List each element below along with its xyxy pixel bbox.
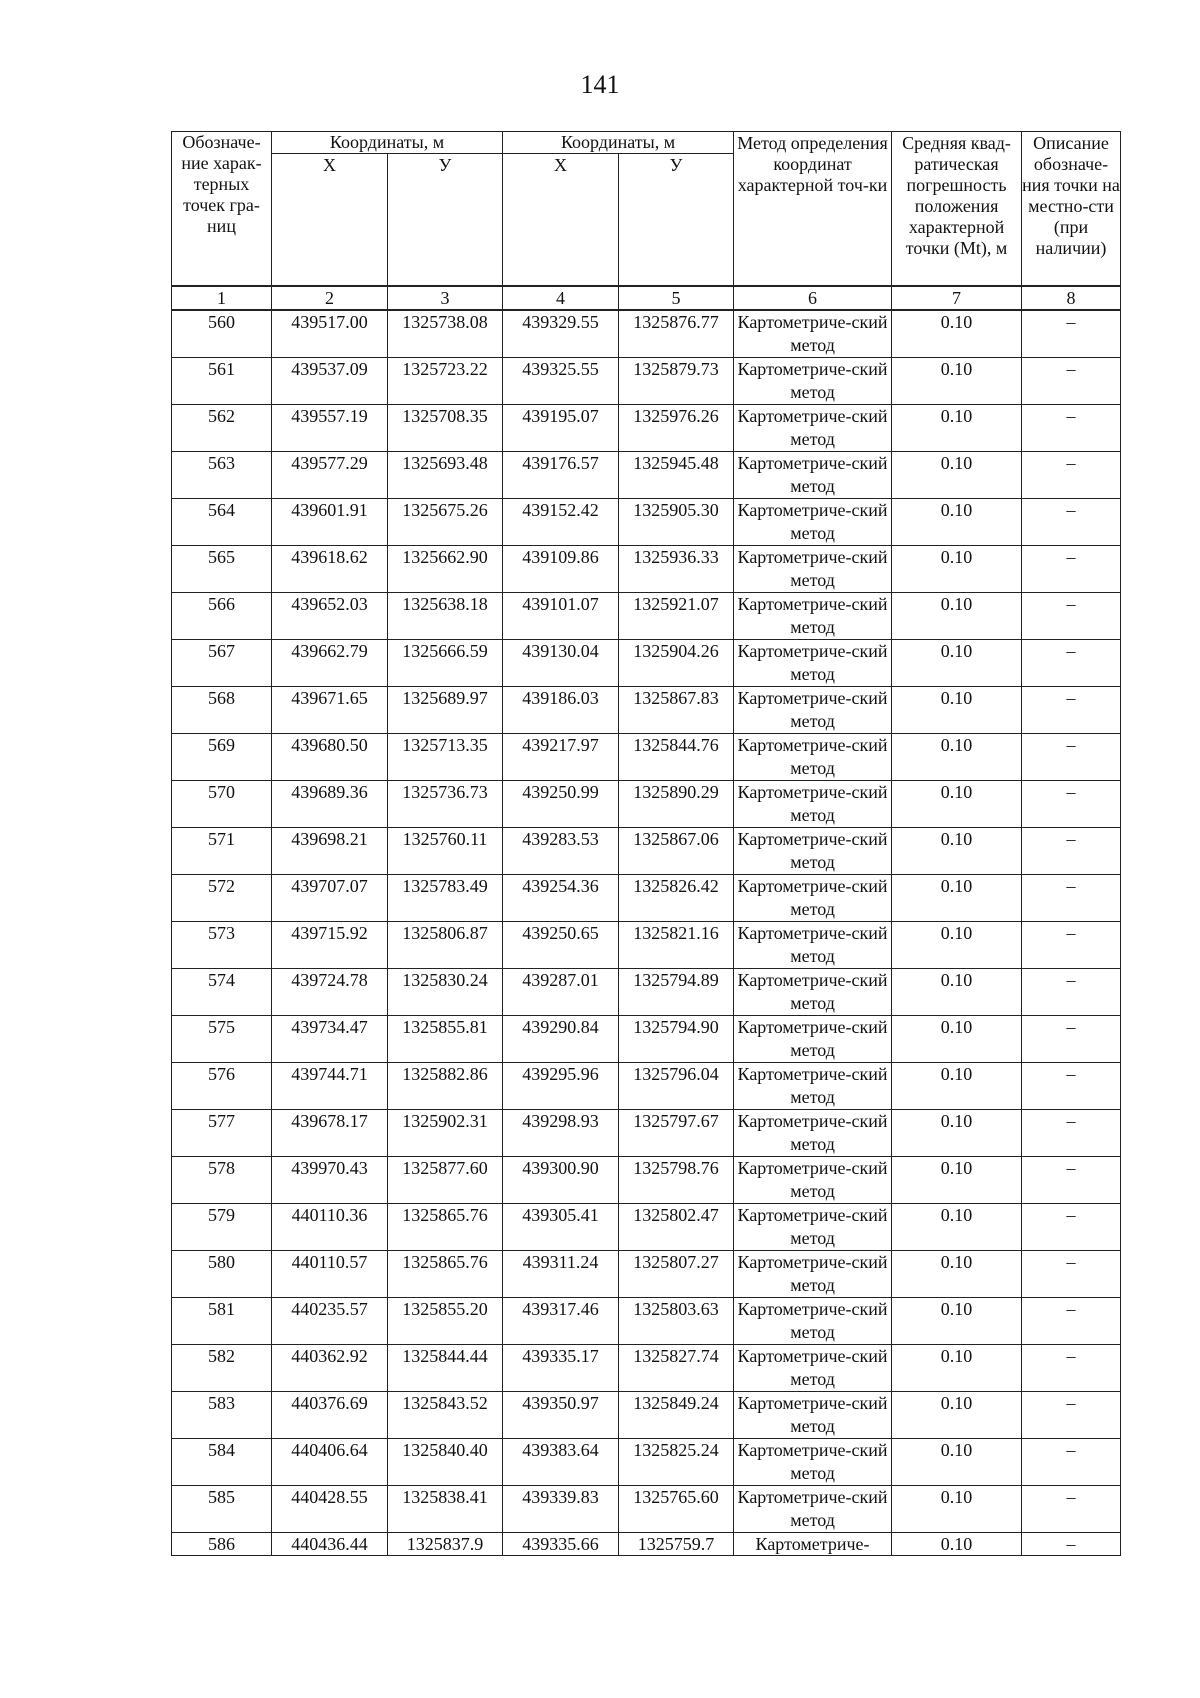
column-number: 7 xyxy=(892,286,1022,310)
cell-point-id: 562 xyxy=(172,405,272,452)
cell-method: Картометриче-ский метод xyxy=(734,1392,892,1439)
cell-y2: 1325890.29 xyxy=(619,781,734,828)
table-row xyxy=(172,593,1121,640)
cell-error: 0.10 xyxy=(892,1204,1022,1251)
cell-x1: 439707.07 xyxy=(272,875,388,922)
cell-x2: 439287.01 xyxy=(503,969,619,1016)
table-row xyxy=(172,828,1121,875)
cell-x2: 439335.66 xyxy=(503,1533,619,1556)
cell-description: – xyxy=(1022,640,1121,687)
cell-y2: 1325827.74 xyxy=(619,1345,734,1392)
cell-method: Картометриче-ский метод xyxy=(734,358,892,405)
cell-x1: 439652.03 xyxy=(272,593,388,640)
cell-y1: 1325806.87 xyxy=(388,922,503,969)
cell-x2: 439317.46 xyxy=(503,1298,619,1345)
cell-point-id: 579 xyxy=(172,1204,272,1251)
table-row xyxy=(172,405,1121,452)
cell-y1: 1325662.90 xyxy=(388,546,503,593)
cell-y1: 1325838.41 xyxy=(388,1486,503,1533)
cell-description: – xyxy=(1022,310,1121,358)
cell-method: Картометриче-ский метод xyxy=(734,781,892,828)
cell-point-id: 567 xyxy=(172,640,272,687)
cell-x2: 439109.86 xyxy=(503,546,619,593)
cell-y1: 1325855.81 xyxy=(388,1016,503,1063)
cell-y1: 1325760.11 xyxy=(388,828,503,875)
header-coordinates-1: Координаты, м xyxy=(272,132,503,154)
cell-y2: 1325905.30 xyxy=(619,499,734,546)
cell-x2: 439300.90 xyxy=(503,1157,619,1204)
cell-y2: 1325945.48 xyxy=(619,452,734,499)
cell-x1: 439724.78 xyxy=(272,969,388,1016)
cell-method: Картометриче-ский метод xyxy=(734,1486,892,1533)
cell-error: 0.10 xyxy=(892,546,1022,593)
cell-y2: 1325794.90 xyxy=(619,1016,734,1063)
cell-x2: 439101.07 xyxy=(503,593,619,640)
table-row xyxy=(172,734,1121,781)
cell-y2: 1325794.89 xyxy=(619,969,734,1016)
cell-x2: 439311.24 xyxy=(503,1251,619,1298)
cell-error: 0.10 xyxy=(892,1110,1022,1157)
cell-method: Картометриче- xyxy=(734,1533,892,1556)
cell-y1: 1325736.73 xyxy=(388,781,503,828)
table-row xyxy=(172,1251,1121,1298)
cell-description: – xyxy=(1022,1204,1121,1251)
cell-x1: 440235.57 xyxy=(272,1298,388,1345)
cell-x2: 439152.42 xyxy=(503,499,619,546)
cell-y2: 1325803.63 xyxy=(619,1298,734,1345)
cell-description: – xyxy=(1022,1533,1121,1556)
cell-y2: 1325759.7 xyxy=(619,1533,734,1556)
cell-description: – xyxy=(1022,1063,1121,1110)
cell-method: Картометриче-ский метод xyxy=(734,1110,892,1157)
cell-y1: 1325877.60 xyxy=(388,1157,503,1204)
cell-description: – xyxy=(1022,593,1121,640)
cell-description: – xyxy=(1022,452,1121,499)
cell-point-id: 583 xyxy=(172,1392,272,1439)
table-row xyxy=(172,546,1121,593)
header-description: Описание обозначе-ния точки на местно-сти (при наличии) xyxy=(1022,132,1121,287)
cell-error: 0.10 xyxy=(892,1533,1022,1556)
table-row xyxy=(172,1486,1121,1533)
cell-x1: 439734.47 xyxy=(272,1016,388,1063)
cell-description: – xyxy=(1022,734,1121,781)
table-row xyxy=(172,1392,1121,1439)
column-number: 6 xyxy=(734,286,892,310)
table-row xyxy=(172,499,1121,546)
cell-y2: 1325826.42 xyxy=(619,875,734,922)
header-y-1: У xyxy=(388,154,503,287)
cell-method: Картометриче-ский метод xyxy=(734,734,892,781)
cell-x2: 439186.03 xyxy=(503,687,619,734)
cell-y1: 1325902.31 xyxy=(388,1110,503,1157)
header-coordinates-2: Координаты, м xyxy=(503,132,734,154)
cell-method: Картометриче-ский метод xyxy=(734,1016,892,1063)
cell-point-id: 560 xyxy=(172,310,272,358)
cell-method: Картометриче-ский метод xyxy=(734,828,892,875)
cell-error: 0.10 xyxy=(892,1063,1022,1110)
cell-description: – xyxy=(1022,1345,1121,1392)
cell-x1: 439662.79 xyxy=(272,640,388,687)
table-row xyxy=(172,1063,1121,1110)
cell-y2: 1325802.47 xyxy=(619,1204,734,1251)
cell-error: 0.10 xyxy=(892,1016,1022,1063)
table-row xyxy=(172,1110,1121,1157)
table-row xyxy=(172,1439,1121,1486)
cell-y2: 1325867.83 xyxy=(619,687,734,734)
cell-description: – xyxy=(1022,1110,1121,1157)
cell-y1: 1325855.20 xyxy=(388,1298,503,1345)
cell-y1: 1325837.9 xyxy=(388,1533,503,1556)
cell-y1: 1325865.76 xyxy=(388,1251,503,1298)
cell-method: Картометриче-ский метод xyxy=(734,593,892,640)
cell-x1: 440362.92 xyxy=(272,1345,388,1392)
cell-y1: 1325666.59 xyxy=(388,640,503,687)
cell-error: 0.10 xyxy=(892,358,1022,405)
cell-x1: 440436.44 xyxy=(272,1533,388,1556)
cell-description: – xyxy=(1022,922,1121,969)
cell-error: 0.10 xyxy=(892,1439,1022,1486)
cell-point-id: 574 xyxy=(172,969,272,1016)
cell-y1: 1325708.35 xyxy=(388,405,503,452)
cell-point-id: 569 xyxy=(172,734,272,781)
cell-point-id: 565 xyxy=(172,546,272,593)
cell-method: Картометриче-ский метод xyxy=(734,1345,892,1392)
cell-error: 0.10 xyxy=(892,310,1022,358)
cell-x2: 439339.83 xyxy=(503,1486,619,1533)
cell-x2: 439176.57 xyxy=(503,452,619,499)
cell-y1: 1325738.08 xyxy=(388,310,503,358)
cell-x1: 439618.62 xyxy=(272,546,388,593)
cell-method: Картометриче-ский метод xyxy=(734,922,892,969)
cell-description: – xyxy=(1022,358,1121,405)
header-y-2: У xyxy=(619,154,734,287)
table-row xyxy=(172,922,1121,969)
cell-x2: 439298.93 xyxy=(503,1110,619,1157)
cell-x1: 439577.29 xyxy=(272,452,388,499)
cell-point-id: 575 xyxy=(172,1016,272,1063)
cell-description: – xyxy=(1022,828,1121,875)
cell-point-id: 577 xyxy=(172,1110,272,1157)
cell-method: Картометриче-ский метод xyxy=(734,1063,892,1110)
cell-error: 0.10 xyxy=(892,499,1022,546)
cell-x1: 439970.43 xyxy=(272,1157,388,1204)
cell-description: – xyxy=(1022,781,1121,828)
header-point-designation: Обозначе-ние харак-терных точек гра-ниц xyxy=(172,132,272,287)
cell-y1: 1325844.44 xyxy=(388,1345,503,1392)
cell-y1: 1325713.35 xyxy=(388,734,503,781)
cell-error: 0.10 xyxy=(892,875,1022,922)
cell-error: 0.10 xyxy=(892,405,1022,452)
cell-error: 0.10 xyxy=(892,1486,1022,1533)
cell-y2: 1325821.16 xyxy=(619,922,734,969)
table-row xyxy=(172,1157,1121,1204)
cell-x1: 439744.71 xyxy=(272,1063,388,1110)
column-number: 4 xyxy=(503,286,619,310)
cell-error: 0.10 xyxy=(892,781,1022,828)
cell-y2: 1325798.76 xyxy=(619,1157,734,1204)
cell-y2: 1325825.24 xyxy=(619,1439,734,1486)
cell-y2: 1325796.04 xyxy=(619,1063,734,1110)
cell-method: Картометриче-ский метод xyxy=(734,499,892,546)
table-row xyxy=(172,452,1121,499)
cell-y2: 1325844.76 xyxy=(619,734,734,781)
column-number: 2 xyxy=(272,286,388,310)
cell-method: Картометриче-ский метод xyxy=(734,310,892,358)
cell-method: Картометриче-ский метод xyxy=(734,1157,892,1204)
table-row xyxy=(172,310,1121,358)
cell-x2: 439335.17 xyxy=(503,1345,619,1392)
cell-error: 0.10 xyxy=(892,593,1022,640)
page-number: 141 xyxy=(580,70,620,99)
cell-error: 0.10 xyxy=(892,734,1022,781)
cell-x1: 439601.91 xyxy=(272,499,388,546)
cell-x1: 439671.65 xyxy=(272,687,388,734)
cell-y2: 1325849.24 xyxy=(619,1392,734,1439)
cell-y1: 1325840.40 xyxy=(388,1439,503,1486)
cell-point-id: 568 xyxy=(172,687,272,734)
cell-method: Картометриче-ский метод xyxy=(734,875,892,922)
cell-x2: 439130.04 xyxy=(503,640,619,687)
cell-y2: 1325904.26 xyxy=(619,640,734,687)
cell-x2: 439325.55 xyxy=(503,358,619,405)
cell-y2: 1325921.07 xyxy=(619,593,734,640)
cell-y1: 1325675.26 xyxy=(388,499,503,546)
cell-x1: 439678.17 xyxy=(272,1110,388,1157)
cell-x1: 440110.36 xyxy=(272,1204,388,1251)
cell-y2: 1325876.77 xyxy=(619,310,734,358)
cell-description: – xyxy=(1022,1157,1121,1204)
cell-x1: 439537.09 xyxy=(272,358,388,405)
cell-y2: 1325867.06 xyxy=(619,828,734,875)
cell-x1: 440376.69 xyxy=(272,1392,388,1439)
cell-point-id: 570 xyxy=(172,781,272,828)
table-row xyxy=(172,640,1121,687)
cell-error: 0.10 xyxy=(892,1392,1022,1439)
cell-x1: 439557.19 xyxy=(272,405,388,452)
cell-method: Картометриче-ский метод xyxy=(734,969,892,1016)
cell-point-id: 585 xyxy=(172,1486,272,1533)
table-row xyxy=(172,1345,1121,1392)
cell-y1: 1325843.52 xyxy=(388,1392,503,1439)
cell-method: Картометриче-ский метод xyxy=(734,405,892,452)
cell-point-id: 564 xyxy=(172,499,272,546)
cell-description: – xyxy=(1022,875,1121,922)
cell-y1: 1325689.97 xyxy=(388,687,503,734)
table-row xyxy=(172,875,1121,922)
cell-description: – xyxy=(1022,687,1121,734)
cell-x2: 439350.97 xyxy=(503,1392,619,1439)
header-x-2: X xyxy=(503,154,619,287)
cell-description: – xyxy=(1022,499,1121,546)
cell-point-id: 576 xyxy=(172,1063,272,1110)
cell-method: Картометриче-ский метод xyxy=(734,687,892,734)
table-row xyxy=(172,358,1121,405)
cell-error: 0.10 xyxy=(892,1345,1022,1392)
cell-x2: 439383.64 xyxy=(503,1439,619,1486)
header-method: Метод определения координат характерной точ-ки xyxy=(734,132,892,287)
cell-x2: 439329.55 xyxy=(503,310,619,358)
cell-y1: 1325830.24 xyxy=(388,969,503,1016)
cell-description: – xyxy=(1022,405,1121,452)
cell-x1: 439698.21 xyxy=(272,828,388,875)
cell-y1: 1325638.18 xyxy=(388,593,503,640)
table-row xyxy=(172,687,1121,734)
cell-y2: 1325807.27 xyxy=(619,1251,734,1298)
cell-description: – xyxy=(1022,1016,1121,1063)
cell-y2: 1325765.60 xyxy=(619,1486,734,1533)
cell-y1: 1325783.49 xyxy=(388,875,503,922)
cell-description: – xyxy=(1022,1392,1121,1439)
cell-point-id: 571 xyxy=(172,828,272,875)
cell-x1: 440110.57 xyxy=(272,1251,388,1298)
cell-point-id: 582 xyxy=(172,1345,272,1392)
cell-x1: 439680.50 xyxy=(272,734,388,781)
cell-x2: 439290.84 xyxy=(503,1016,619,1063)
cell-y1: 1325865.76 xyxy=(388,1204,503,1251)
cell-x2: 439254.36 xyxy=(503,875,619,922)
cell-point-id: 584 xyxy=(172,1439,272,1486)
cell-method: Картометриче-ский метод xyxy=(734,1439,892,1486)
cell-point-id: 563 xyxy=(172,452,272,499)
cell-description: – xyxy=(1022,1298,1121,1345)
cell-error: 0.10 xyxy=(892,969,1022,1016)
cell-x1: 439715.92 xyxy=(272,922,388,969)
cell-error: 0.10 xyxy=(892,922,1022,969)
cell-x1: 439517.00 xyxy=(272,310,388,358)
coordinates-table xyxy=(171,131,1121,1556)
cell-method: Картометриче-ский метод xyxy=(734,1251,892,1298)
column-number: 1 xyxy=(172,286,272,310)
cell-x1: 440406.64 xyxy=(272,1439,388,1486)
cell-error: 0.10 xyxy=(892,1251,1022,1298)
cell-x2: 439250.99 xyxy=(503,781,619,828)
table-row xyxy=(172,1298,1121,1345)
cell-method: Картометриче-ский метод xyxy=(734,1298,892,1345)
cell-error: 0.10 xyxy=(892,452,1022,499)
cell-point-id: 581 xyxy=(172,1298,272,1345)
cell-x2: 439295.96 xyxy=(503,1063,619,1110)
table-row xyxy=(172,1533,1121,1556)
cell-x2: 439250.65 xyxy=(503,922,619,969)
table-row xyxy=(172,969,1121,1016)
cell-x1: 439689.36 xyxy=(272,781,388,828)
header-error: Средняя квад-ратическая погрешность положения характерной точки (Mt), м xyxy=(892,132,1022,287)
cell-description: – xyxy=(1022,1251,1121,1298)
column-number: 5 xyxy=(619,286,734,310)
cell-y2: 1325936.33 xyxy=(619,546,734,593)
cell-error: 0.10 xyxy=(892,828,1022,875)
cell-description: – xyxy=(1022,546,1121,593)
cell-x2: 439195.07 xyxy=(503,405,619,452)
cell-x2: 439217.97 xyxy=(503,734,619,781)
column-number: 3 xyxy=(388,286,503,310)
cell-y1: 1325723.22 xyxy=(388,358,503,405)
table-row xyxy=(172,1204,1121,1251)
cell-point-id: 586 xyxy=(172,1533,272,1556)
cell-x2: 439283.53 xyxy=(503,828,619,875)
column-number: 8 xyxy=(1022,286,1121,310)
table-row xyxy=(172,781,1121,828)
cell-x2: 439305.41 xyxy=(503,1204,619,1251)
cell-error: 0.10 xyxy=(892,687,1022,734)
cell-y2: 1325797.67 xyxy=(619,1110,734,1157)
column-numbers-row xyxy=(172,286,1121,310)
cell-method: Картометриче-ский метод xyxy=(734,640,892,687)
table-row xyxy=(172,1016,1121,1063)
cell-error: 0.10 xyxy=(892,1298,1022,1345)
cell-point-id: 578 xyxy=(172,1157,272,1204)
cell-y2: 1325976.26 xyxy=(619,405,734,452)
cell-method: Картометриче-ский метод xyxy=(734,546,892,593)
cell-description: – xyxy=(1022,969,1121,1016)
cell-error: 0.10 xyxy=(892,640,1022,687)
cell-y1: 1325693.48 xyxy=(388,452,503,499)
cell-error: 0.10 xyxy=(892,1157,1022,1204)
cell-y1: 1325882.86 xyxy=(388,1063,503,1110)
cell-point-id: 580 xyxy=(172,1251,272,1298)
cell-y2: 1325879.73 xyxy=(619,358,734,405)
cell-description: – xyxy=(1022,1486,1121,1533)
cell-method: Картометриче-ский метод xyxy=(734,1204,892,1251)
header-x-1: X xyxy=(272,154,388,287)
cell-point-id: 561 xyxy=(172,358,272,405)
cell-method: Картометриче-ский метод xyxy=(734,452,892,499)
cell-description: – xyxy=(1022,1439,1121,1486)
cell-point-id: 573 xyxy=(172,922,272,969)
cell-point-id: 572 xyxy=(172,875,272,922)
cell-x1: 440428.55 xyxy=(272,1486,388,1533)
cell-point-id: 566 xyxy=(172,593,272,640)
